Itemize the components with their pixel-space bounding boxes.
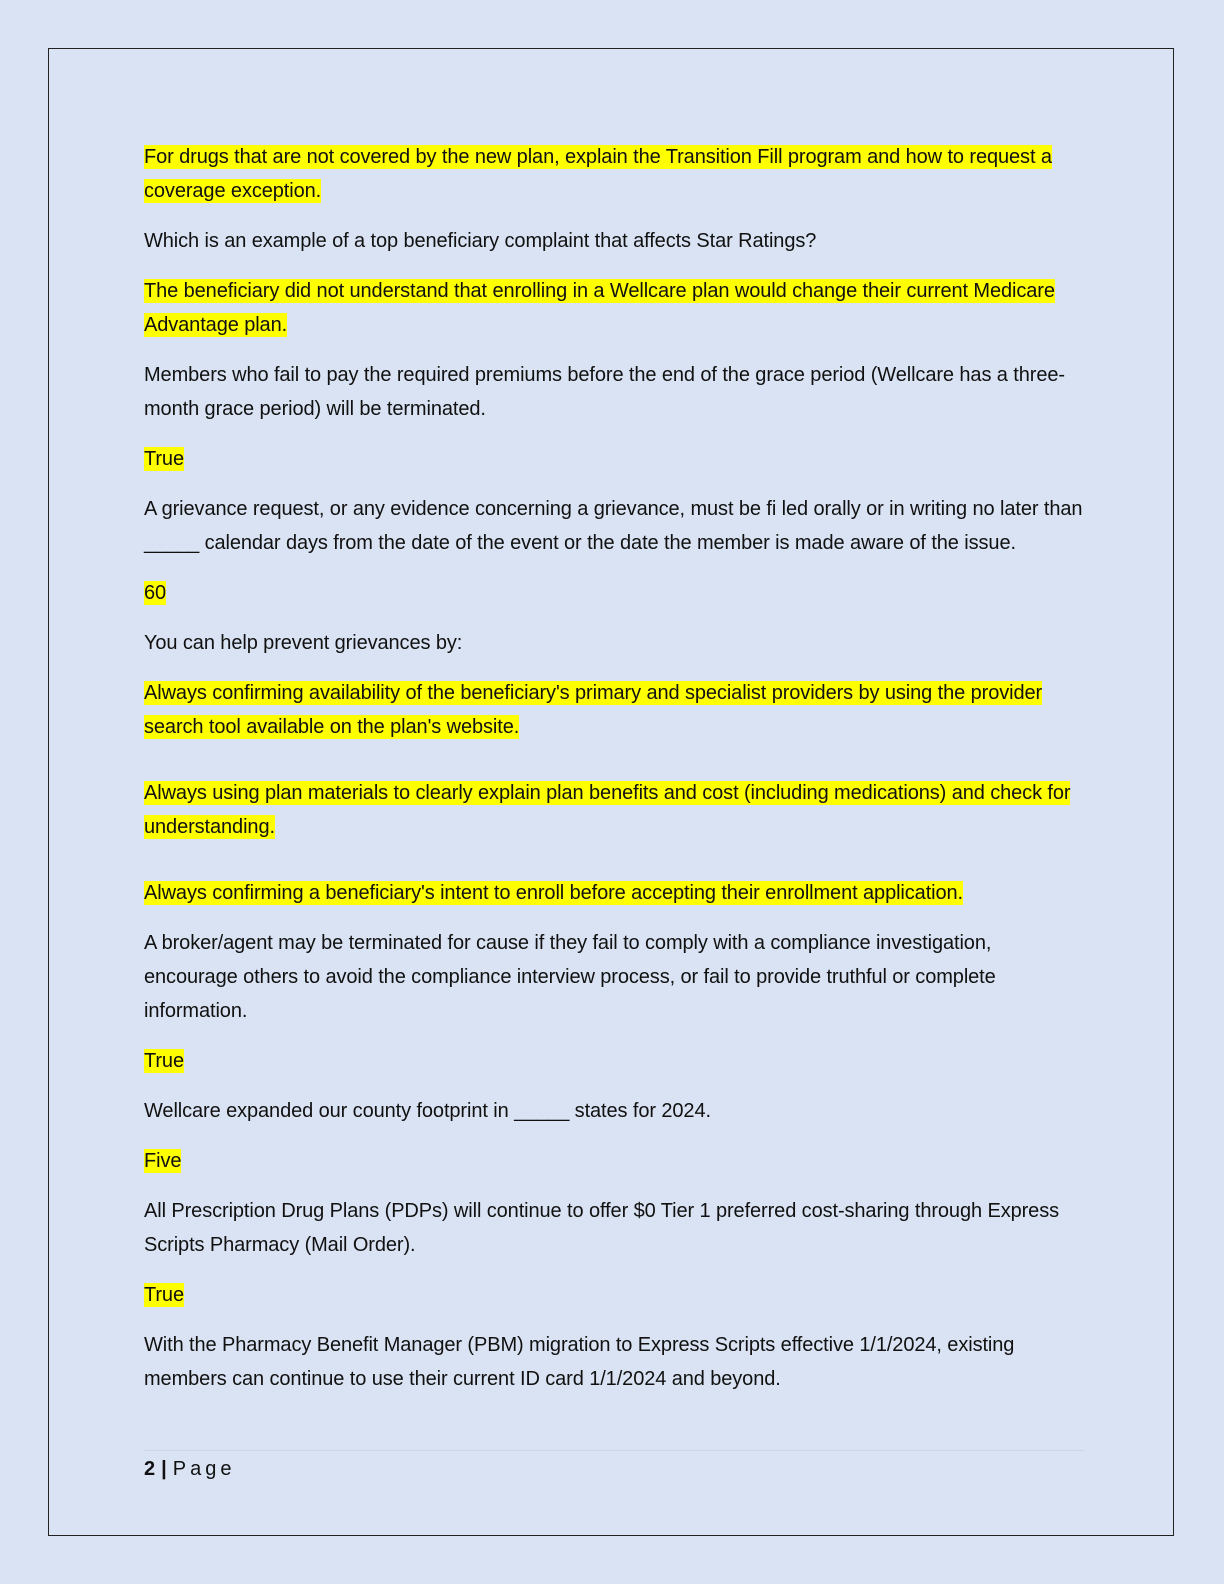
question-pbm-migration: With the Pharmacy Benefit Manager (PBM) migration to Express Scripts effective 1/1/2024, existing members can continue to use their current ID card 1/1/2024 and beyond.: [144, 1334, 1015, 1390]
paragraph-transition-fill: For drugs that are not covered by the new plan, explain the Transition Fill program and how to request a coverage exception.: [144, 146, 1052, 202]
page-footer: [144, 1450, 1084, 1485]
answer-intent-to-enroll: Always confirming a beneficiary's intent to enroll before accepting their enrollment application.: [144, 882, 964, 904]
question-grace-period: Members who fail to pay the required premiums before the end of the grace period (Wellcare has a three-month grace period) will be terminated.: [144, 364, 1065, 420]
answer-broker-termination: True: [144, 1050, 184, 1072]
spacer: [144, 760, 1084, 776]
page-number: 2: [144, 1458, 156, 1480]
answer-county-footprint: Five: [144, 1150, 182, 1172]
answer-pdp-cost-sharing: True: [144, 1284, 184, 1306]
question-broker-termination: A broker/agent may be terminated for cause if they fail to comply with a compliance investigation, encourage others to avoid the compliance interview process, or fail to provide truthful or complete information.: [144, 932, 996, 1022]
question-pdp-cost-sharing: All Prescription Drug Plans (PDPs) will continue to offer $0 Tier 1 preferred cost-sharing through Express Scripts Pharmacy (Mail Order).: [144, 1200, 1059, 1256]
page-label: Page: [172, 1458, 236, 1480]
answer-plan-materials: Always using plan materials to clearly explain plan benefits and cost (including medications) and check for understanding.: [144, 782, 1071, 838]
question-prevent-grievances: You can help prevent grievances by:: [144, 632, 463, 654]
answer-grievance-days: 60: [144, 582, 167, 604]
answer-grace-period: True: [144, 448, 184, 470]
question-county-footprint: Wellcare expanded our county footprint in _____ states for 2024.: [144, 1100, 711, 1122]
answer-star-ratings: The beneficiary did not understand that enrolling in a Wellcare plan would change their current Medicare Advantage plan.: [144, 280, 1055, 336]
question-grievance-days: A grievance request, or any evidence concerning a grievance, must be fi led orally or in writing no later than _____ calendar days from the date of the event or the date the member is made aware of the issue.: [144, 498, 1083, 554]
document-body: [144, 140, 1084, 1412]
footer-separator: |: [161, 1458, 167, 1480]
answer-provider-search: Always confirming availability of the beneficiary's primary and specialist providers by using the provider search tool available on the plan's website.: [144, 682, 1043, 738]
spacer: [144, 860, 1084, 876]
question-star-ratings: Which is an example of a top beneficiary complaint that affects Star Ratings?: [144, 230, 817, 252]
